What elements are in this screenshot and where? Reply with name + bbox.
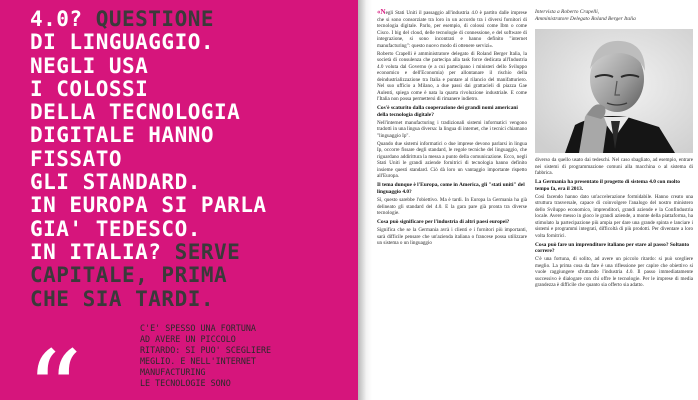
byline-line: Amministratore Delegato Roland Berger Italia: [535, 16, 636, 22]
body-paragraph: Nell'internet manufacturing i tradizionali sistemi informatici vengono tradotti in una lingua diversa: la lingua di internet, che i tecnici chiamano "linguaggio Ip".: [377, 119, 527, 139]
body-paragraph: Quando due sistemi informatici o due imprese devono parlarsi in lingua Ip, occorre fissare degli standard, le regole tecniche del linguaggio, che riguardano addirittura la messa a punto della comunicazione. Ecco, negli Stati Uniti le grandi aziende fornitrici di tecnologia hanno definito insieme questi standard. Ciò dà loro un vantaggio importante rispetto all'Europa.: [377, 140, 527, 180]
page-gutter: [358, 0, 372, 400]
headline-line: GIA' TEDESCO.: [30, 216, 201, 241]
headline-line: IN ITALIA? SERVE: [30, 239, 241, 264]
right-page: [372, 0, 698, 400]
body-paragraph: Sì, questo sarebbe l'obiettivo. Ma è tardi. In Europa la Germania ha già delineato gli standard del 4.0. E la gara pare già pronta tra diverse tecnologie.: [377, 197, 527, 217]
interview-question: Cosa può significare per l'industria di altri paesi europei?: [377, 219, 510, 226]
interview-question: Cos'è scaturito dalla cooperazione dei grandi nomi americani della tecnologia digitale?: [377, 105, 518, 118]
headline-line: IN EUROPA SI PARLA: [30, 193, 267, 218]
headline-line: DI LINGUAGGIO.: [30, 30, 215, 55]
headline-line: FISSATO: [30, 146, 123, 171]
headline-line: NEGLI USA: [30, 53, 149, 78]
pull-quote-line: LE TECNOLOGIE SONO: [140, 378, 231, 388]
article-column-1: [377, 9, 527, 248]
interview-question: La Germania ha presentato il progetto di sistema 4.0 con molto tempo fa, era il 2013.: [535, 179, 680, 192]
headline-line: I COLOSSI: [30, 76, 149, 101]
headline-line: DIGITALE HANNO: [30, 123, 215, 148]
pull-quote-line: RITARDO: SI PUO' SCEGLIERE: [140, 345, 272, 355]
pull-quote-line: AD AVERE UN PICCOLO: [140, 334, 236, 344]
interview-question: Il tema dunque è l'Europa, come in America, gli "stati uniti" del linguaggio 4.0?: [377, 182, 525, 196]
body-paragraph: Significa che se la Germania avrà i clienti e i fornitori più importanti, sarà difficile pensare che un'azienda italiana o francese possa utilizzare un sistema o un linguaggio: [377, 227, 527, 247]
pull-quote-line: C'E' SPESSO UNA FORTUNA: [140, 323, 256, 333]
pull-quote-line: MEGLIO. E NELL'INTERNET: [140, 356, 256, 366]
portrait-photo: [535, 29, 693, 153]
body-paragraph: C'è una fortuna, di solito, ad avere un piccolo ritardo: si può scegliere meglio. La prima cosa da fare è una riflessione per capire che obiettivo si vuole raggiungere sfruttando l'industria 4.0. Il passo immediatamente successivo è dialogare con chi offre le tecnologie. Per le imprese di media grandezza è difficile che quanto sia offerto sia adatto.: [535, 256, 693, 289]
headline-line: CAPITALE, PRIMA: [30, 263, 228, 288]
headline-line: CHE SIA TARDI.: [30, 286, 215, 311]
lead-initial: «N: [377, 8, 386, 16]
interview-question: Cosa può fare un imprenditore italiano per stare al passo? Soltanto correre?: [535, 241, 690, 255]
article-column-2: [535, 0, 693, 290]
pull-quote: [140, 323, 350, 389]
byline: [535, 9, 693, 23]
pull-quote-line: MANUFACTURING: [140, 367, 206, 377]
headline-line: GLI STANDARD.: [30, 170, 201, 195]
body-paragraph: Così facendo hanno dato un'accelerazione formidabile. Hanno creato una struttura trasversale, capace di coinvolgere l'analogo del nostro ministero dello Sviluppo economico, imprenditori, grandi aziende e la Confindustria locale. Avere messo in gioco le grandi aziende, a monte della piattaforma, ha stimolato la partecipazione più ampia per dare una grande spinta e lanciare i sistemi e programmi integrati, difficoltà di più prodotti. Per diventare a loro volta fornitrici.: [535, 193, 693, 239]
headline-line: DELLA TECNOLOGIA: [30, 100, 241, 125]
body-paragraph: Roberto Crapelli è amministratore delegato di Roland Berger Italia, la società di consulenza che partecipa alla task force dedicata all'Industria 4.0 voluta dal Governo (e a cui partecipano i ministeri dello Sviluppo economico e dell'Economia) per allontanare il rischio della deindustrializzazione tra Italia e puntare al rilancio del manifatturiero. Nel suo ufficio a Milano, a due passi dai grattacieli di piazza Gae Aulenti, spiega come è nata la quarta rivoluzione industriale. E come l'Italia non possa permettersi di rimanere indietro.: [377, 50, 527, 103]
byline-line: Intervista a Roberto Crapelli,: [535, 9, 600, 15]
body-paragraph: diverso da quello usato dai tedeschi. Nel caso sbagliato, ad esempio, entrare nei sistemi di programmazione comuni alla macchina o al sistema di fabbrica.: [535, 157, 693, 176]
lead-paragraph: «Negli Stati Uniti il passaggio all'industria 4.0 è partito dalle imprese che si sono consorziate tra loro in un accordo tra i diversi fornitori di tecnologia digitale. Parlo, per esempio, di colossi come Ibm o come Cisco. I big del cloud, delle tecnologie di connessione, e del software di integrazione, si sono incontrati e hanno definito "internet manufacturing": questo nuovo modo di ottenere servizi».: [377, 8, 527, 49]
headline: [30, 8, 356, 311]
quote-mark-icon: “: [26, 327, 83, 400]
portrait-illustration: [535, 29, 693, 153]
headline-line: 4.0? QUESTIONE: [30, 7, 215, 31]
